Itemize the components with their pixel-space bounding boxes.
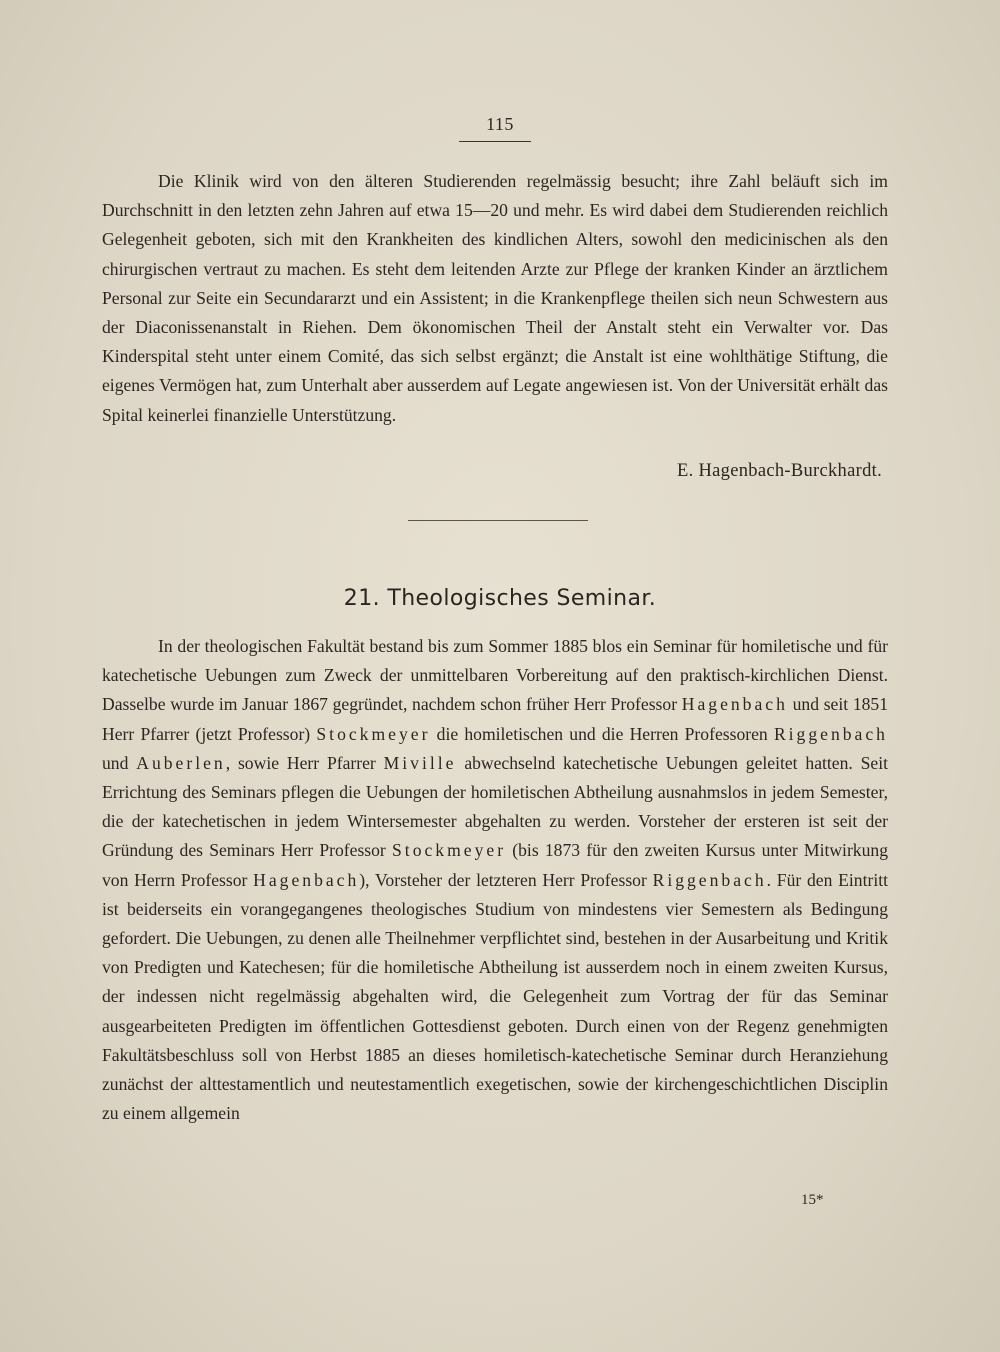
text-segment: (bis 1873 für den zweiten Kursus unter Mitwirkung von Herrn Professor [102,840,888,890]
page-number: 115 [486,114,514,134]
person-name: Stockmeyer [392,840,507,861]
text-segment: . Für den Eintritt ist beiderseits ein vorangegangenes theologisches Studium von mindestens vier Semestern als Bedingung gefordert. Die Uebungen, zu denen alle Theilnehmer verpflichtet sind, bestehen in der Ausarbeitung und Kritik von Predigten und Katechesen; für die homiletische Abtheilung ist ausserdem noch in einem zweiten Kursus, der indessen nicht regelmässig abgehalten wird, die Gelegenheit zum Vortrag der für das Seminar ausgearbeiteten Predigten im öffentlichen Gottesdienst geboten. Durch einen von der Regenz genehmigten Fakultätsbeschluss soll von Herbst 1885 an dieses homiletisch-katechetische Seminar durch Heranziehung zunächst der alttestamentlich und neutestamentlich exegetischen, sowie der kirchengeschichtlichen Disciplin zu einem allgemein [102,869,888,1124]
person-name: Hagenbach [253,869,360,890]
text-segment: und seit 1851 Herr Pfarrer (jetzt Professor) [102,694,889,744]
person-name: Miville [383,752,457,773]
section-divider [408,520,588,521]
text-segment: und [102,752,129,773]
person-name: Auberlen [136,752,226,773]
text-segment: abwechselnd katechetische Uebungen geleitet hatten. Seit Errichtung des Seminars pflegen die Uebungen der homiletischen Abtheilung ausnahmslos in jedem Semester, die der katechetischen in jedem Wintersemester abgehalten zu werden. Vorsteher der ersteren ist seit der Gründung des Seminars Herr Professor [102,752,889,861]
person-name: Stockmeyer [316,723,431,744]
signature-mark: 15* [801,1192,824,1208]
text-segment: die homiletischen und die Herren Professoren [436,723,768,744]
theology-section [102,632,888,1128]
text-segment: In der theologischen Fakultät bestand bis zum Sommer 1885 blos ein Seminar für homiletische und für katechetische Uebungen zum Zweck der unmittelbaren Vorbereitung auf den praktisch-kirchlichen Dienst. Dasselbe wurde im Januar 1867 gegründet, nachdem schon früher Herr Professor [102,636,888,715]
person-name: Riggenbach [652,869,767,890]
author-signature: E. Hagenbach-Burckhardt. [677,461,882,481]
page-number-rule [459,141,531,142]
section-heading: 21. Theologisches Seminar. [343,586,657,611]
person-name: Hagenbach [681,694,788,715]
text-segment: , sowie Herr Pfarrer [225,752,376,773]
theology-paragraph [102,632,888,1128]
text-segment: ), Vorsteher der letzteren Herr Professor [359,869,647,890]
klinik-section [102,167,888,430]
klinik-paragraph: Die Klinik wird von den älteren Studierenden regelmässig besucht; ihre Zahl beläuft sich im Durchschnitt in den letzten zehn Jahren auf etwa 15—20 und mehr. Es wird dabei dem Studierenden reichlich Gelegenheit geboten, sich mit den Krankheiten des kindlichen Alters, sowohl den medicinischen als den chirurgischen vertraut zu machen. Es steht dem leitenden Arzte zur Pflege der kranken Kinder an ärztlichem Personal zur Seite ein Secundararzt und ein Assistent; in die Krankenpflege theilen sich neun Schwestern aus der Diaconissenanstalt in Riehen. Dem ökonomischen Theil der Anstalt steht ein Verwalter vor. Das Kinderspital steht unter einem Comité, das sich selbst ergänzt; die Anstalt ist eine wohlthätige Stiftung, die eigenes Vermögen hat, zum Unterhalt aber ausserdem auf Legate angewiesen ist. Von der Universität erhält das Spital keinerlei finanzielle Unterstützung. [102,171,888,425]
person-name: Riggenbach [773,723,888,744]
